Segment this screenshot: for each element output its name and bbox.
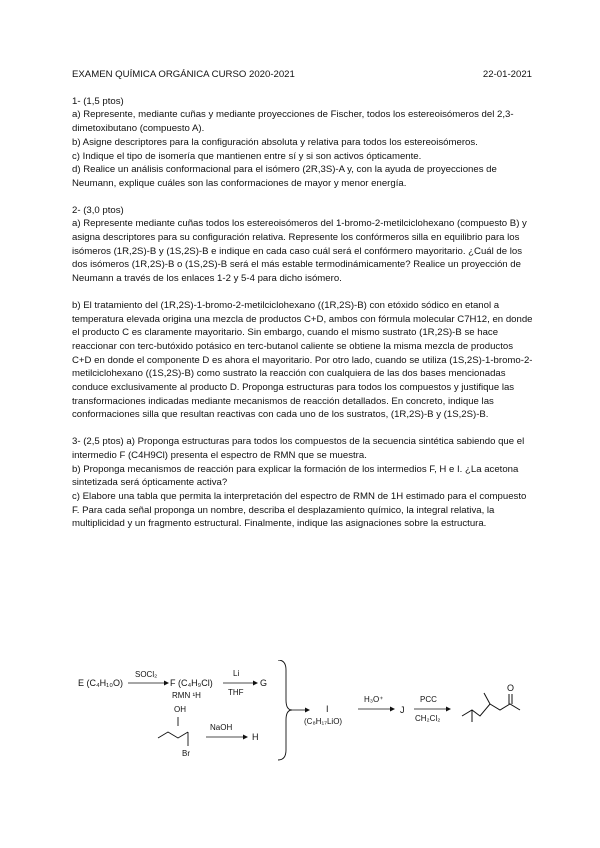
compound-i: I <box>326 704 329 714</box>
q2-heading: 2- (3,0 ptos) <box>72 204 124 216</box>
q2-part-b: b) El tratamiento del (1R,2S)-1-bromo-2-metilciclohexano ((1R,2S)-B) con etóxido sódico en etanol a temperatura elevada origina una mezcla de productos C+D, ambos con fórmula molecular C7H12, en donde el producto C es claramente mayoritario. Sin embargo, cuando el mismo sustrato (1R,2S)-B se hace reaccionar con terc-butóxido potásico en terc-butanol caliente se obtiene la misma mezcla de productos C+D en donde el componente D es ahora el mayoritario. Por otro lado, cuando se utiliza (1S,2S)-1-bromo-2-metilciclohexano ((1S,2S)-B) como sustrato la reacción con cualquiera de las dos bases mencionadas conduce exclusivamente al producto D. Proponga estructuras para todos los compuestos y justifique las transformaciones indicadas mediante mecanismos de reacción detallados. En concreto, indique las conformaciones silla que resultan reactivas con cada uno de los sustratos, (1R,2S)-B y (1S,2S)-B. <box>72 299 533 421</box>
reagent-pcc: PCC <box>420 695 437 704</box>
q3-part-c: c) Elabore una tabla que permita la interpretación del espectro de RMN de 1H estimado para el compuesto F. Para cada señal proponga un nombre, describa el desplazamiento químico, la integral relativa, la multiplicidad y un fragmento estructural. Finalmente, indique las asignaciones sobre la estructura. <box>72 490 527 530</box>
compound-e: E (C₄H₁₀O) <box>78 678 123 688</box>
ketone-skeleton <box>462 704 520 716</box>
label-oh: OH <box>174 705 186 714</box>
q1-part-d: d) Realice un análisis conformacional para el isómero (2R,3S)-A y, con la ayuda de proyecciones de Neumann, explique cuáles son las conformaciones de mayor y menor energía. <box>72 164 497 189</box>
reagent-li: Li <box>233 669 240 678</box>
reagent-ch2cl2: CH₂Cl₂ <box>415 714 441 723</box>
reagent-h3o: H₃O⁺ <box>364 695 384 704</box>
compound-f: F (C₄H₉Cl) <box>170 678 213 688</box>
question-2 <box>72 204 534 286</box>
compound-j: J <box>400 705 405 715</box>
question-3 <box>72 435 534 531</box>
q2-part-a: a) Represente mediante cuñas todos los estereoisómeros del 1-bromo-2-metilciclohexano (compuesto B) y asigna descriptores para su configuración relativa. Represente los confórmeros silla en equilibrio para los isómeros (1R,2S)-B y (1S,2S)-B e indique en cada caso cuál será el confórmero mayoritario. ¿Cuál de los dos isómeros (1R,2S)-B o (1S,2S)-B será el más estable termodinámicamente? Realice un proyección de Neumann a través de los enlaces 1-2 y 5-4 para dicho isómero. <box>72 218 527 285</box>
ketone-methyl <box>484 693 490 704</box>
q3-part-a: 3- (2,5 ptos) a) Proponga estructuras para todos los compuestos de la secuencia sintética sabiendo que el intermedio F (C4H9Cl) presenta el espectro de RMN que se muestra. <box>72 436 525 461</box>
arrow-head <box>243 735 248 740</box>
q1-part-a: a) Represente, mediante cuñas y mediante proyecciones de Fischer, todos los estereoisómeros del 2,3-dimetoxibutano (compuesto A). <box>72 109 514 135</box>
arrow-head <box>305 708 310 713</box>
reagent-thf: THF <box>228 688 244 697</box>
compound-h: H <box>252 732 259 742</box>
exam-date: 22-01-2021 <box>482 69 532 80</box>
arrow-head <box>446 707 451 712</box>
compound-i-formula: (C₈H₁₇LiO) <box>304 717 343 726</box>
arrow-head <box>164 681 169 686</box>
reaction-scheme <box>60 660 560 780</box>
bromohydrin-chain <box>158 732 188 738</box>
question-1 <box>72 95 534 191</box>
exam-header <box>72 68 534 82</box>
label-o: O <box>507 683 515 693</box>
q1-part-c: c) Indique el tipo de isomería que mantienen entre sí y si son activos ópticamente. <box>72 150 422 162</box>
q1-heading: 1- (1,5 ptos) <box>72 95 124 107</box>
label-rmn: RMN ¹H <box>172 691 201 700</box>
exam-title: EXAMEN QUÍMICA ORGÁNICA CURSO 2020-2021 <box>72 69 295 80</box>
exam-page <box>72 68 534 544</box>
label-br: Br <box>182 749 190 758</box>
reagent-socl2: SOCl₂ <box>135 670 158 679</box>
arrow-head <box>390 707 395 712</box>
bracket <box>278 660 292 760</box>
q3-part-b: b) Proponga mecanismos de reacción para explicar la formación de los intermedios F, H e I. ¿La acetona sintetizada será ópticamente activa? <box>72 463 519 489</box>
q1-part-b: b) Asigne descriptores para la configuración absoluta y relativa para todos los estereoisómeros. <box>72 136 478 148</box>
arrow-head <box>253 681 258 686</box>
reagent-naoh: NaOH <box>210 723 233 732</box>
compound-g: G <box>260 678 268 688</box>
